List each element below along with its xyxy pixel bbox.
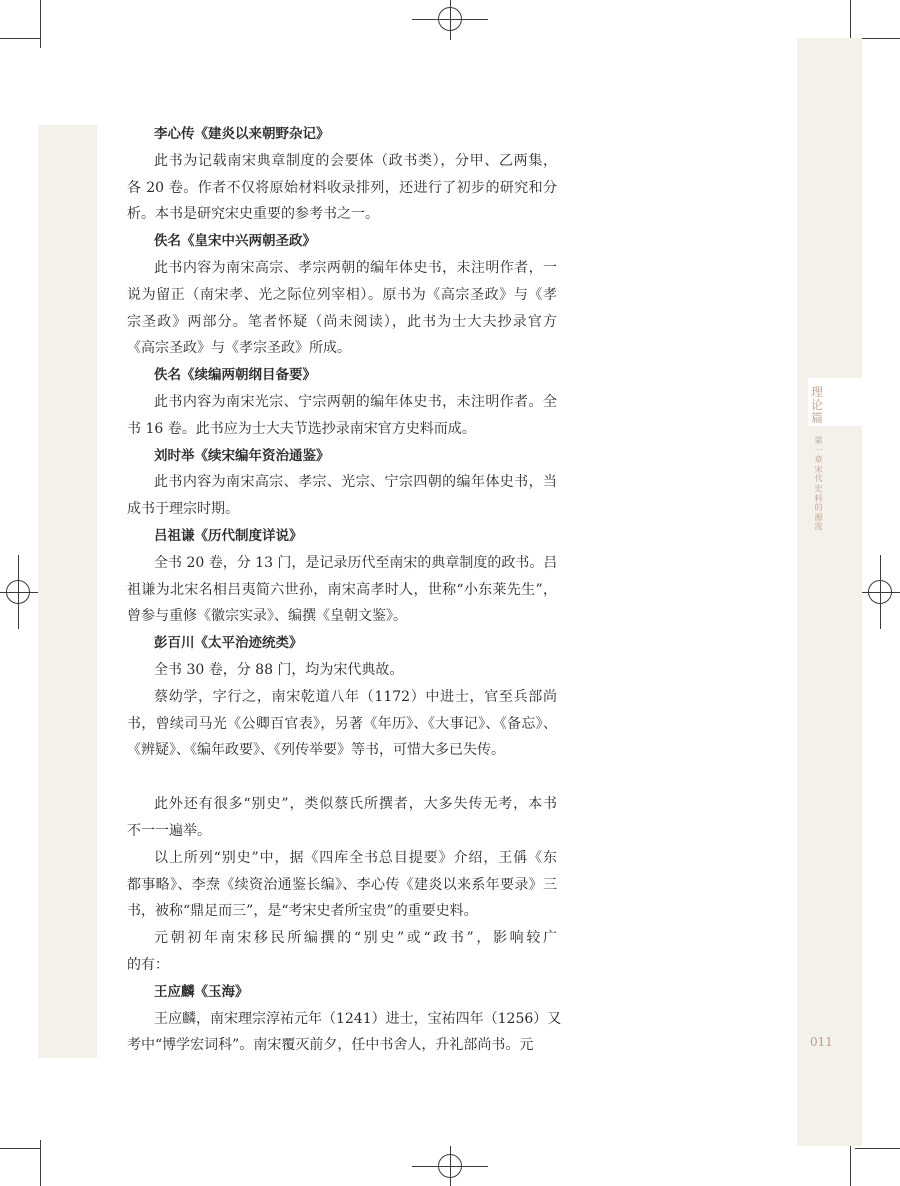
paragraph-line: 的有： xyxy=(127,956,169,973)
section-title: 理论篇 xyxy=(810,385,823,425)
paragraph-line: 此书内容为南宋高宗、孝宗、光宗、宁宗四朝的编年体史书，当 xyxy=(154,474,557,491)
paragraph-line: 曾参与重修《徽宗实录》、编撰《皇朝文鉴》。 xyxy=(127,608,407,625)
paragraph-line: 以上所列“别史”中，据《四库全书总目提要》介绍，王偁《东 xyxy=(154,849,557,866)
registration-mark-circle xyxy=(6,580,30,604)
crop-mark xyxy=(0,38,40,39)
crop-mark xyxy=(0,1148,40,1149)
right-margin-band xyxy=(797,38,862,1146)
paragraph-line: 祖谦为北宋名相吕夷简六世孙，南宋高孝时人，世称“小东莱先生”， xyxy=(127,581,557,598)
paragraph-line: 说为留正（南宋孝、光之际位列宰相）。原书为《高宗圣政》与《孝 xyxy=(127,286,557,303)
paragraph-line: 不一一遍举。 xyxy=(127,822,211,839)
blank-line xyxy=(127,764,557,791)
section-heading: 佚名《皇宋中兴两朝圣政》 xyxy=(154,233,316,250)
chapter-title: 第一章 宋代史料的源流 xyxy=(814,436,823,532)
section-heading: 吕祖谦《历代制度详说》 xyxy=(154,527,303,544)
section-heading: 刘时举《续宋编年资治通鉴》 xyxy=(154,447,330,464)
paragraph-line: 蔡幼学，字行之，南宋乾道八年（1172）中进士，官至兵部尚 xyxy=(154,688,557,705)
paragraph-line: 王应麟，南宋理宗淳祐元年（1241）进士，宝祐四年（1256）又 xyxy=(154,1010,562,1027)
paragraph-line: 此书内容为南宋光宗、宁宗两朝的编年体史书，未注明作者。全 xyxy=(154,393,557,410)
paragraph-line: 《高宗圣政》与《孝宗圣政》所成。 xyxy=(127,340,351,357)
paragraph-line: 此外还有很多“别史”，类似蔡氏所撰者，大多失传无考，本书 xyxy=(154,796,557,813)
crop-mark xyxy=(40,1140,41,1186)
page-number: 011 xyxy=(810,1035,833,1049)
registration-mark-circle xyxy=(438,1154,462,1178)
paragraph-line: 书，曾续司马光《公卿百官表》，另著《年历》、《大事记》、《备忘》、 xyxy=(127,715,557,732)
crop-mark xyxy=(855,1148,900,1149)
crop-mark xyxy=(850,1140,851,1186)
paragraph-line: 各 20 卷。作者不仅将原始材料收录排列，还进行了初步的研究和分 xyxy=(127,179,557,196)
paragraph-line: 此书内容为南宋高宗、孝宗两朝的编年体史书，未注明作者，一 xyxy=(154,259,557,276)
paragraph-line: 此书为记载南宋典章制度的会要体（政书类），分甲、乙两集， xyxy=(154,152,557,169)
section-heading: 佚名《续编两朝纲目备要》 xyxy=(154,367,316,384)
paragraph-line: 《辨疑》、《编年政要》、《列传举要》等书，可惜大多已失传。 xyxy=(127,742,505,759)
paragraph-line: 书 16 卷。此书应为士大夫节选抄录南宋官方史料而成。 xyxy=(127,420,476,437)
paragraph-line: 书，被称“鼎足而三”，是“考宋史者所宝贵”的重要史料。 xyxy=(127,903,478,920)
paragraph-line: 都事略》、李焘《续资治通鉴长编》、李心传《建炎以来系年要录》三 xyxy=(127,876,557,893)
section-heading: 彭百川《太平治迹统类》 xyxy=(154,635,303,652)
paragraph-line: 宗圣政》两部分。笔者怀疑（尚未阅读），此书为士大夫抄录官方 xyxy=(127,313,557,330)
paragraph-line: 全书 30 卷，分 88 门，均为宋代典故。 xyxy=(154,661,404,678)
registration-mark-circle xyxy=(438,7,462,31)
paragraph-line: 考中“博学宏词科”。南宋覆灭前夕，任中书舍人，升礼部尚书。元 xyxy=(127,1037,534,1054)
section-heading: 王应麟《玉海》 xyxy=(154,983,249,1000)
crop-mark xyxy=(40,0,41,48)
registration-mark-circle xyxy=(868,580,892,604)
page-content xyxy=(127,121,562,1059)
paragraph-line: 元朝初年南宋移民所编撰的“别史”或“政书”，影响较广 xyxy=(154,930,557,947)
left-margin-band xyxy=(38,125,97,1058)
section-heading: 李心传《建炎以来朝野杂记》 xyxy=(154,126,330,142)
paragraph-line: 成书于理宗时期。 xyxy=(127,501,239,518)
paragraph-line: 析。本书是研究宋史重要的参考书之一。 xyxy=(127,206,379,223)
paragraph-line: 全书 20 卷，分 13 门，是记录历代至南宋的典章制度的政书。吕 xyxy=(154,554,558,571)
